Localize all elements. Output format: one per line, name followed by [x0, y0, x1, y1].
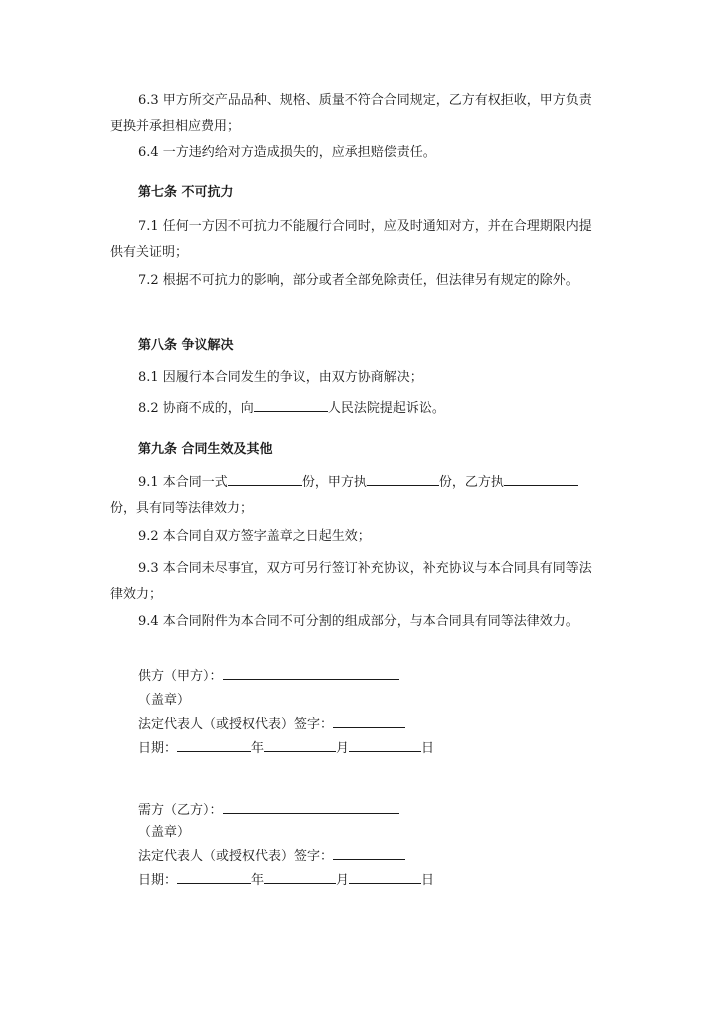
supplier-day-blank[interactable] [349, 738, 421, 752]
buyer-date-label: 日期： [138, 873, 178, 888]
clause-8-2-text-after: 人民法院提起诉讼。 [327, 401, 445, 416]
clause-8-2-text-before: 8.2 协商不成的，向 [138, 401, 254, 416]
clause-8-1: 8.1 因履行本合同发生的争议，由双方协商解决； [138, 370, 423, 385]
clause-6-3: 6.3 甲方所交产品品种、规格、质量不符合合同规定，乙方有权拒收，甲方负责更换并承担相应费用； [110, 93, 592, 134]
clause-7-1: 7.1 任何一方因不可抗力不能履行合同时，应及时通知对方，并在合理期限内提供有关证明； [110, 219, 592, 260]
supplier-label: 供方（甲方）： [138, 669, 223, 684]
article-7-heading: 第七条 不可抗力 [138, 185, 234, 200]
buyer-day-blank[interactable] [349, 870, 421, 884]
buyer-day-label: 日 [421, 873, 435, 888]
supplier-date-line [138, 736, 434, 762]
buyer-month-blank[interactable] [264, 870, 336, 884]
supplier-month-blank[interactable] [264, 738, 336, 752]
supplier-year-label: 年 [251, 741, 265, 756]
buyer-year-blank[interactable] [177, 870, 251, 884]
clause-9-2: 9.2 本合同自双方签字盖章之日起生效； [138, 529, 371, 544]
buyer-name-blank[interactable] [223, 800, 399, 814]
supplier-name-blank[interactable] [223, 666, 399, 680]
clause-8-2 [110, 396, 600, 422]
supplier-seal: （盖章） [138, 693, 191, 708]
clause-7-2: 7.2 根据不可抗力的影响，部分或者全部免除责任，但法律另有规定的除外。 [138, 273, 579, 288]
supplier-date-label: 日期： [138, 741, 178, 756]
buyer-label: 需方（乙方）： [138, 803, 223, 818]
article-8-heading: 第八条 争议解决 [138, 338, 234, 353]
buyer-rep-signature-blank[interactable] [333, 846, 405, 860]
clause-9-1-text-c: 份，乙方执 [438, 475, 504, 490]
clause-6-4: 6.4 一方违约给对方造成损失的，应承担赔偿责任。 [138, 145, 436, 160]
buyer-seal: （盖章） [138, 825, 191, 840]
supplier-day-label: 日 [421, 741, 435, 756]
total-copies-blank[interactable] [228, 472, 302, 486]
buyer-rep-label: 法定代表人（或授权代表）签字： [138, 849, 334, 864]
clause-9-1-text-b: 份，甲方执 [301, 475, 367, 490]
party-b-copies-blank[interactable] [504, 472, 578, 486]
buyer-rep-line [138, 844, 405, 870]
clause-9-1 [110, 470, 600, 522]
court-blank[interactable] [254, 398, 328, 412]
buyer-date-line [138, 868, 434, 894]
clause-9-1-text-a: 9.1 本合同一式 [138, 475, 228, 490]
clause-9-4: 9.4 本合同附件为本合同不可分割的组成部分，与本合同具有同等法律效力。 [138, 614, 579, 629]
supplier-rep-signature-blank[interactable] [333, 714, 405, 728]
article-9-heading: 第九条 合同生效及其他 [138, 442, 273, 457]
buyer-month-label: 月 [336, 873, 350, 888]
supplier-rep-line [138, 712, 405, 738]
clause-9-1-text-d: 份，具有同等法律效力； [110, 501, 254, 516]
party-a-copies-blank[interactable] [367, 472, 439, 486]
buyer-year-label: 年 [251, 873, 265, 888]
supplier-month-label: 月 [336, 741, 350, 756]
supplier-rep-label: 法定代表人（或授权代表）签字： [138, 717, 334, 732]
clause-9-3: 9.3 本合同未尽事宜，双方可另行签订补充协议，补充协议与本合同具有同等法律效力； [110, 561, 592, 602]
supplier-line [138, 664, 399, 690]
supplier-year-blank[interactable] [177, 738, 251, 752]
